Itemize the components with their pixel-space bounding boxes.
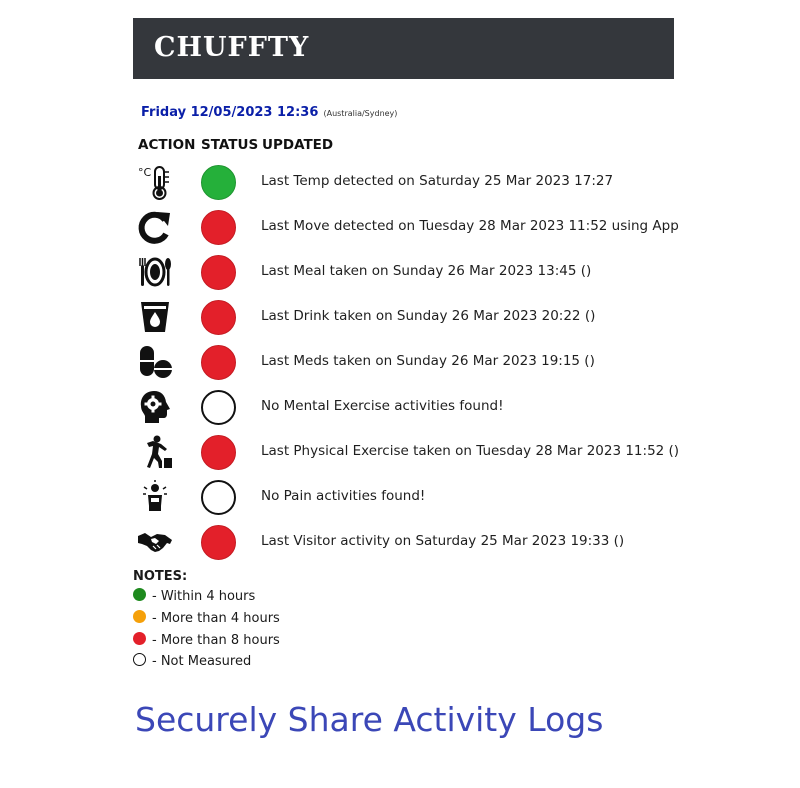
drink-cup-icon <box>137 299 173 335</box>
datetime-value: Friday 12/05/2023 12:36 <box>141 105 319 120</box>
updated-text: Last Visitor activity on Saturday 25 Mar 2023 19:33 () <box>261 533 625 549</box>
status-indicator <box>201 390 236 425</box>
physical-exercise-icon <box>137 434 173 470</box>
status-indicator <box>201 345 236 380</box>
status-dot-icon <box>133 588 146 601</box>
column-header-status: STATUS <box>201 137 259 153</box>
table-row <box>0 204 800 249</box>
note-label: - Not Measured <box>152 654 252 669</box>
status-indicator <box>201 525 236 560</box>
current-datetime <box>141 101 397 120</box>
updated-text: Last Move detected on Tuesday 28 Mar 2023 11:52 using App <box>261 218 679 234</box>
handshake-icon <box>137 524 173 560</box>
header-banner <box>133 18 674 79</box>
thermometer-icon <box>137 164 173 200</box>
note-label: - Within 4 hours <box>152 589 256 604</box>
status-indicator <box>201 210 236 245</box>
tagline: Securely Share Activity Logs <box>135 700 604 739</box>
column-header-updated: UPDATED <box>262 137 334 153</box>
updated-text: Last Drink taken on Sunday 26 Mar 2023 20:22 () <box>261 308 596 324</box>
table-row <box>0 429 800 474</box>
column-header-action: ACTION <box>138 137 196 153</box>
note-label: - More than 4 hours <box>152 611 280 626</box>
status-indicator <box>201 255 236 290</box>
notes-title: NOTES: <box>133 569 188 584</box>
table-row <box>0 384 800 429</box>
table-row <box>0 159 800 204</box>
table-row <box>0 519 800 564</box>
meal-plate-icon <box>137 254 173 290</box>
status-indicator <box>201 480 236 515</box>
updated-text: Last Meal taken on Sunday 26 Mar 2023 13:45 () <box>261 263 592 279</box>
table-row <box>0 339 800 384</box>
updated-text: No Pain activities found! <box>261 488 426 504</box>
status-indicator <box>201 165 236 200</box>
move-arrow-icon <box>137 209 173 245</box>
table-row <box>0 249 800 294</box>
status-dot-icon <box>133 632 146 645</box>
updated-text: Last Temp detected on Saturday 25 Mar 2023 17:27 <box>261 173 614 189</box>
updated-text: No Mental Exercise activities found! <box>261 398 504 414</box>
pain-person-icon <box>137 479 173 515</box>
note-label: - More than 8 hours <box>152 633 280 648</box>
timezone-label: (Australia/Sydney) <box>323 109 398 118</box>
table-row <box>0 294 800 339</box>
status-dot-icon <box>133 653 146 666</box>
status-indicator <box>201 300 236 335</box>
note-item <box>133 632 280 652</box>
svg-text:°C: °C <box>138 166 152 179</box>
note-item <box>133 653 251 673</box>
note-item <box>133 610 280 630</box>
status-dot-icon <box>133 610 146 623</box>
note-item <box>133 588 255 608</box>
status-indicator <box>201 435 236 470</box>
updated-text: Last Physical Exercise taken on Tuesday 28 Mar 2023 11:52 () <box>261 443 680 459</box>
pills-icon <box>137 344 173 380</box>
table-row <box>0 474 800 519</box>
updated-text: Last Meds taken on Sunday 26 Mar 2023 19:15 () <box>261 353 595 369</box>
brain-head-icon <box>137 389 173 425</box>
chuffty-logo: CHUFFTY <box>154 32 310 63</box>
